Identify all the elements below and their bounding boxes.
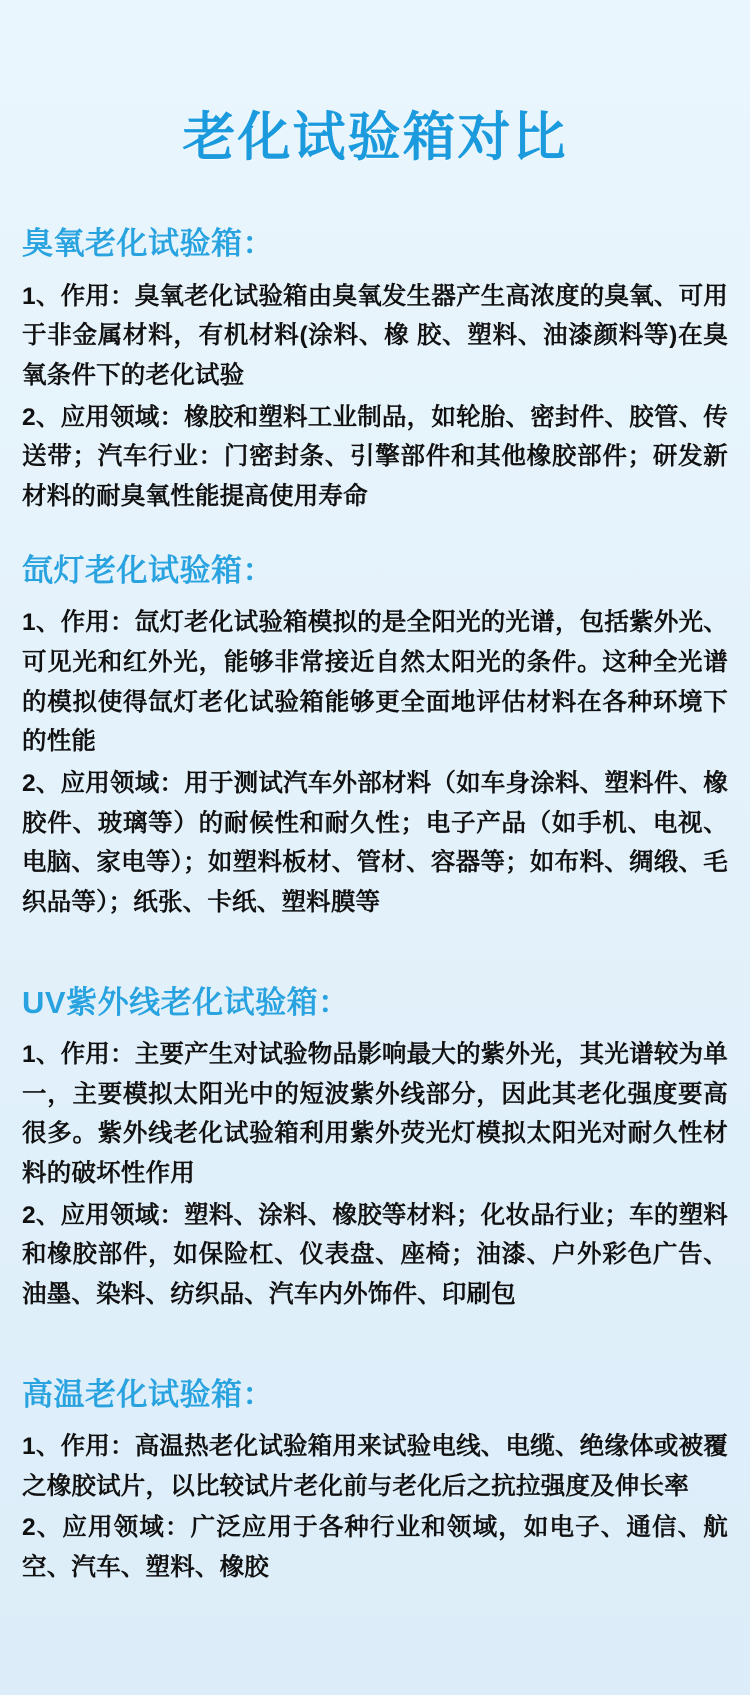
section-heading: 氙灯老化试验箱： xyxy=(22,552,274,588)
section-heading: 高温老化试验箱： xyxy=(22,1376,274,1412)
section-paragraph: 1、作用：氙灯老化试验箱模拟的是全阳光的光谱，包括紫外光、可见光和红外光，能够非常接近自然太阳光的条件。这种全光谱的模拟使得氙灯老化试验箱能够更全面地评估材料在各种环境下的性能 xyxy=(22,609,728,756)
section-uv-aging-chamber xyxy=(22,983,728,1315)
section-paragraph: 1、作用：主要产生对试验物品影响最大的紫外光，其光谱较为单一，主要模拟太阳光中的短波紫外线部分，因此其老化强度要高很多。紫外线老化试验箱利用紫外荧光灯模拟太阳光对耐久性材料的破坏性作用 xyxy=(22,1040,728,1188)
section-paragraph: 2、应用领域：用于测试汽车外部材料（如车身涂料、塑料件、橡胶件、玻璃等）的耐候性和耐久性；电子产品（如手机、电视、电脑、家电等）；如塑料板材、管材、容器等；如布料、绸缎、毛织品等）；纸张、卡纸、塑料膜等 xyxy=(22,769,728,916)
section-xenon-lamp-aging-chamber xyxy=(22,551,728,923)
section-paragraph: 2、应用领域：塑料、涂料、橡胶等材料；化妆品行业；车的塑料和橡胶部件，如保险杠、仪表盘、座椅；油漆、户外彩色广告、油墨、染料、纺织品、汽车内外饰件、印刷包 xyxy=(22,1201,728,1309)
section-paragraph: 1、作用：高温热老化试验箱用来试验电线、电缆、绝缘体或被覆之橡胶试片，以比较试片老化前与老化后之抗拉强度及伸长率 xyxy=(22,1433,728,1500)
page-title: 老化试验箱对比 xyxy=(182,107,568,167)
section-high-temperature-aging-chamber xyxy=(22,1375,728,1588)
section-heading: 臭氧老化试验箱： xyxy=(22,226,274,262)
section-paragraph: 2、应用领域：橡胶和塑料工业制品，如轮胎、密封件、胶管、传送带；汽车行业：门密封条、引擎部件和其他橡胶部件；研发新材料的耐臭氧性能提高使用寿命 xyxy=(22,403,728,511)
section-paragraph: 1、作用：臭氧老化试验箱由臭氧发生器产生高浓度的臭氧、可用于非金属材料，有机材料(涂料、橡 胶、塑料、油漆颜料等)在臭氧条件下的老化试验 xyxy=(22,282,728,390)
section-heading: UV紫外线老化试验箱： xyxy=(22,984,350,1020)
section-paragraph: 2、应用领域：广泛应用于各种行业和领域，如电子、通信、航空、汽车、塑料、橡胶 xyxy=(22,1514,728,1582)
document-page xyxy=(0,36,750,1695)
section-ozone-aging-chamber xyxy=(22,224,728,516)
